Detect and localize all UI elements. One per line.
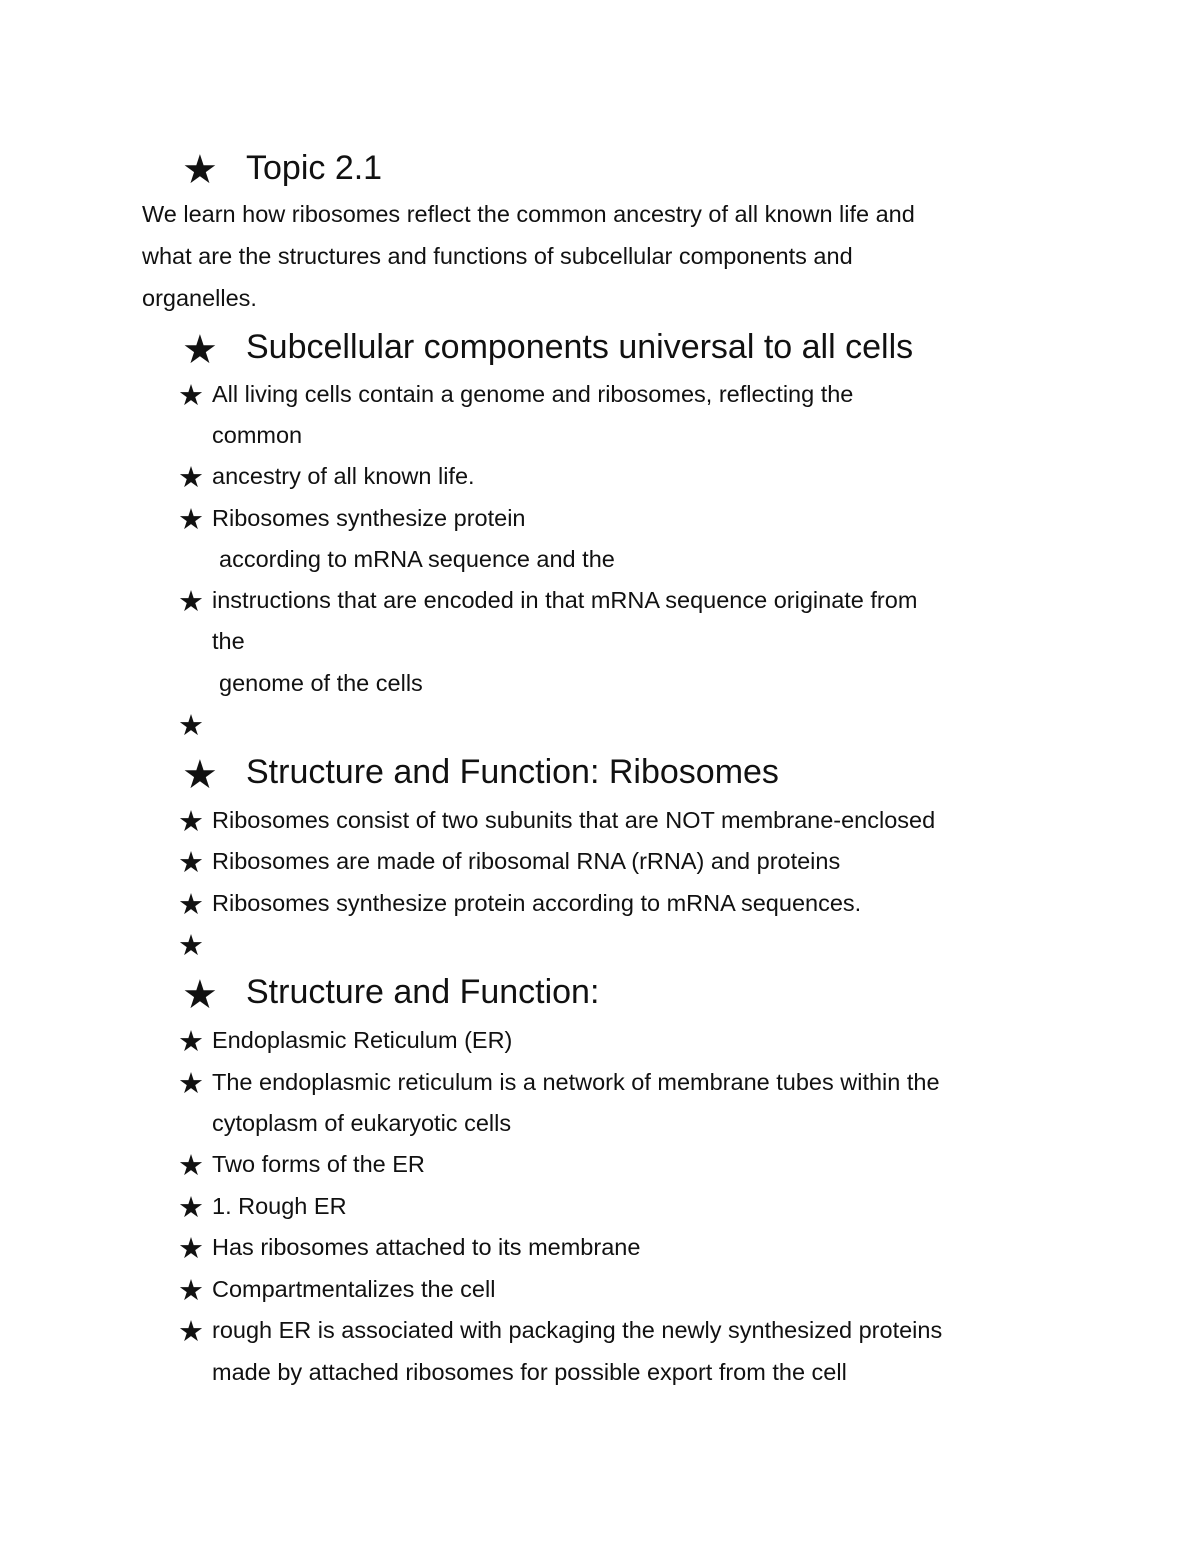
- bullet-text: Ribosomes are made of ribosomal RNA (rRNA) and proteins: [212, 848, 841, 874]
- intro-line-1: We learn how ribosomes reflect the common ancestry of all known life and: [142, 201, 915, 227]
- star-bullet-icon: ★: [178, 380, 204, 412]
- section-heading-structure-function: Structure and Function:: [246, 973, 600, 1011]
- bullet-continuation: made by attached ribosomes for possible export from the cell: [212, 1359, 847, 1385]
- star-icon: ★: [182, 328, 218, 372]
- star-bullet-icon: ★: [178, 930, 204, 962]
- bullet-text: Ribosomes synthesize protein according to mRNA sequences.: [212, 890, 862, 916]
- bullet-text: Two forms of the ER: [212, 1151, 425, 1177]
- star-bullet-icon: ★: [178, 847, 204, 879]
- bullet-text: The endoplasmic reticulum is a network of membrane tubes within the: [212, 1069, 940, 1095]
- bullet-text: 1. Rough ER: [212, 1193, 347, 1219]
- bullet-continuation: genome of the cells: [219, 670, 423, 696]
- star-bullet-icon: ★: [178, 1026, 204, 1058]
- star-bullet-icon: ★: [178, 1068, 204, 1100]
- star-bullet-icon: ★: [178, 1192, 204, 1224]
- star-bullet-icon: ★: [178, 586, 204, 618]
- bullet-text: Ribosomes consist of two subunits that are NOT membrane-enclosed: [212, 807, 936, 833]
- bullet-text: Endoplasmic Reticulum (ER): [212, 1027, 513, 1053]
- bullet-text: instructions that are encoded in that mRNA sequence originate from: [212, 587, 918, 613]
- star-bullet-icon: ★: [178, 1316, 204, 1348]
- star-bullet-icon: ★: [178, 1233, 204, 1265]
- star-bullet-icon: ★: [178, 1275, 204, 1307]
- bullet-continuation: according to mRNA sequence and the: [219, 546, 615, 572]
- bullet-continuation: common: [212, 422, 303, 448]
- bullet-continuation: cytoplasm of eukaryotic cells: [212, 1110, 512, 1136]
- section-heading-subcellular: Subcellular components universal to all cells: [246, 328, 914, 366]
- topic-title: Topic 2.1: [246, 149, 383, 187]
- bullet-text: All living cells contain a genome and ribosomes, reflecting the: [212, 381, 854, 407]
- star-bullet-icon: ★: [178, 806, 204, 838]
- star-bullet-icon: ★: [178, 504, 204, 536]
- bullet-text: ancestry of all known life.: [212, 463, 475, 489]
- section-heading-ribosomes: Structure and Function: Ribosomes: [246, 753, 779, 791]
- bullet-text: rough ER is associated with packaging the newly synthesized proteins: [212, 1317, 943, 1343]
- bullet-continuation: the: [212, 628, 245, 654]
- intro-line-3: organelles.: [142, 285, 257, 311]
- star-bullet-icon: ★: [178, 462, 204, 494]
- star-icon: ★: [182, 148, 218, 192]
- star-bullet-icon: ★: [178, 1150, 204, 1182]
- star-bullet-icon: ★: [178, 710, 204, 742]
- star-icon: ★: [182, 973, 218, 1017]
- bullet-text: Has ribosomes attached to its membrane: [212, 1234, 641, 1260]
- intro-line-2: what are the structures and functions of subcellular components and: [142, 243, 853, 269]
- bullet-text: Compartmentalizes the cell: [212, 1276, 496, 1302]
- bullet-text: Ribosomes synthesize protein: [212, 505, 526, 531]
- star-bullet-icon: ★: [178, 889, 204, 921]
- star-icon: ★: [182, 753, 218, 797]
